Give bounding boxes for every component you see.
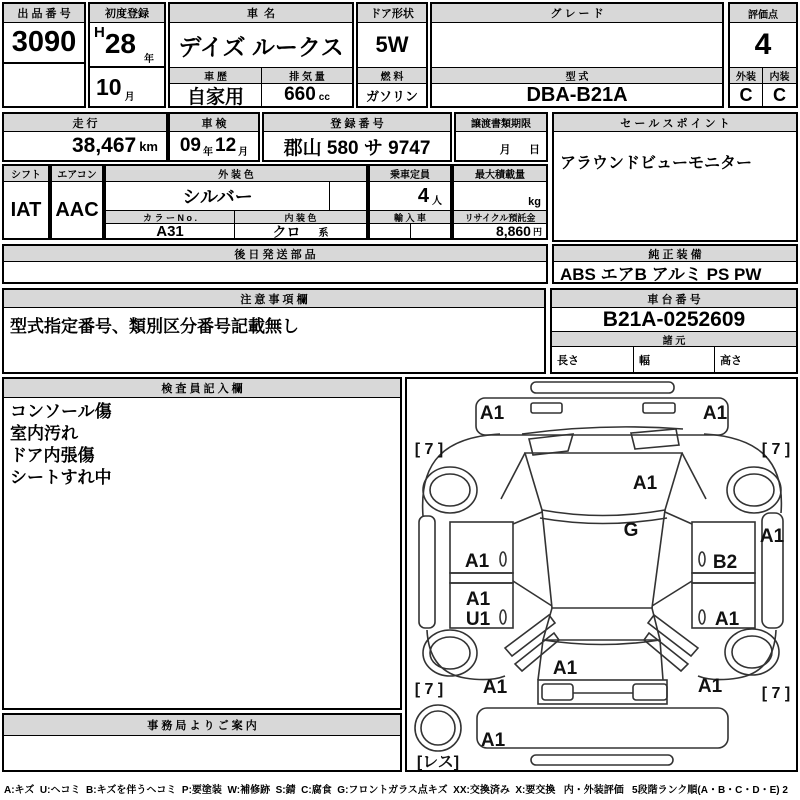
mark-front-left: A1 <box>479 403 505 424</box>
import-label: 輸 入 車 <box>370 211 450 224</box>
inspection-month: 12 <box>215 135 237 156</box>
interior-color-label: 内 装 色 <box>235 211 366 224</box>
headlight-left <box>531 403 562 413</box>
damage-diagram <box>407 379 796 770</box>
exterior-color-label: 外 装 色 <box>106 166 366 182</box>
transfer-deadline-label: 譲渡書類期限 <box>456 114 546 132</box>
exterior-grade-value: C <box>730 84 763 106</box>
mark-wheel-front-left: [ 7 ] <box>414 441 444 458</box>
car-history-value: 自家用 <box>186 86 244 108</box>
grade-value <box>432 23 722 68</box>
inspector-note-line: コンソール傷 <box>10 402 112 421</box>
spec-width-label: 幅 <box>634 347 715 372</box>
score-value: 4 <box>730 23 796 68</box>
inspection-box <box>168 112 260 162</box>
notes-value: 型式指定番号、類別区分番号記載無し <box>10 317 299 336</box>
displacement-unit: cc <box>318 92 330 103</box>
lot-number-value: 3090 <box>4 23 84 64</box>
sales-point-box <box>552 112 798 242</box>
inspector-note-line: シートすれ中 <box>10 468 112 487</box>
rocker-left <box>419 516 435 628</box>
registration-number-label: 登 録 番 号 <box>264 114 450 132</box>
handle-rear-left <box>500 610 506 624</box>
mark-wheel-rear-right: [ 7 ] <box>761 685 791 702</box>
first-registration-box <box>88 2 166 108</box>
a-pillar-left <box>501 453 525 499</box>
interior-color-suffix: 系 <box>318 228 329 239</box>
mark-windshield: A1 <box>632 473 658 494</box>
score-label: 評価点 <box>730 4 796 23</box>
car-history-label: 車 歴 <box>170 68 261 84</box>
mark-door-front-left: A1 <box>464 551 490 572</box>
pillar-connector-3 <box>665 512 692 524</box>
spare-tire <box>415 705 461 751</box>
tire-front-right-inner <box>734 474 774 506</box>
capacity-label: 乗車定員 <box>370 166 450 182</box>
rear-window <box>543 608 660 640</box>
color-no-label: カ ラ ー N o . <box>106 211 234 224</box>
wiper-left <box>529 434 573 455</box>
handle-front-right <box>699 552 705 566</box>
mark-spare: [レス] <box>416 754 460 770</box>
mark-glass: G <box>623 520 639 541</box>
first-registration-era: H <box>94 24 105 41</box>
ac-value: AAC <box>55 198 99 221</box>
mark-door-rear-right: A1 <box>714 609 740 630</box>
mileage-label: 走 行 <box>4 114 166 132</box>
spec-label: 諸 元 <box>552 332 796 347</box>
mark-door-rear-left-2: U1 <box>465 609 491 630</box>
roof-edge-left <box>542 510 552 608</box>
first-registration-month: 10 <box>96 73 122 100</box>
equipment-label: 純 正 装 備 <box>554 246 796 262</box>
transfer-deadline-box <box>454 112 548 162</box>
score-box <box>728 2 798 108</box>
mark-rear-bumper: A1 <box>480 730 506 751</box>
sill-left <box>450 573 513 583</box>
roof-edge-right <box>652 510 665 608</box>
registration-number-box <box>262 112 452 162</box>
mark-door-front-right: B2 <box>712 552 738 573</box>
mark-rear-corner-left: A1 <box>482 677 508 698</box>
interior-color-value: クロ <box>272 223 301 240</box>
taillight-right <box>633 684 667 700</box>
bottom-bar <box>531 755 673 765</box>
mark-sill-right: A1 <box>759 526 785 547</box>
inspector-notes-label: 検 査 員 記 入 欄 <box>4 379 400 398</box>
model-code-value: DBA-B21A <box>526 83 628 106</box>
door-shape-label: ドア形状 <box>358 4 426 23</box>
inspection-month-unit: 月 <box>238 146 249 158</box>
inspector-notes-box <box>2 377 402 710</box>
grade-label: グ レ ー ド <box>432 4 722 23</box>
front-bumper <box>476 398 728 435</box>
quarter-right-2 <box>644 633 688 671</box>
payload-unit: kg <box>454 182 546 211</box>
exterior-grade-label: 外装 <box>730 68 763 84</box>
interior-grade-label: 内装 <box>763 68 796 84</box>
ac-box <box>50 164 104 240</box>
first-registration-year-unit: 年 <box>144 54 154 65</box>
registration-number-value: 郡山 580 サ 9747 <box>283 137 431 159</box>
mark-door-rear-left: A1 <box>465 589 491 610</box>
shift-box <box>2 164 50 240</box>
handle-front-left <box>500 552 506 566</box>
office-notice-label: 事 務 局 よ り ご 案 内 <box>4 715 400 736</box>
payload-box <box>452 164 548 240</box>
windshield <box>525 453 682 516</box>
headlight-right <box>643 403 675 413</box>
spare-tire-inner <box>421 711 455 745</box>
payload-label: 最大積載量 <box>454 166 546 182</box>
lot-number-box <box>2 2 86 108</box>
transfer-deadline-value: 月 日 <box>499 144 540 156</box>
mark-wheel-rear-left: [ 7 ] <box>414 681 444 698</box>
mark-wheel-front-right: [ 7 ] <box>761 441 791 458</box>
inspection-year-unit: 年 <box>203 146 213 158</box>
exterior-color-value: シルバー <box>106 182 330 210</box>
mileage-value: 38,467 <box>71 134 137 157</box>
damage-code-legend: A:キズ U:ヘコミ B:キズを伴うヘコミ P:要塗装 W:補修跡 S:錆 C:腐食 G:フロントガラス点キズ XX:交換済み X:要交換 内・外装評価 5段階ランク順(A・B・C・D・E) 2 <box>4 785 788 796</box>
car-name-label: 車 名 <box>170 4 352 23</box>
exterior-color-extra-cell <box>330 182 366 210</box>
chassis-number-value: B21A-0252609 <box>552 308 796 332</box>
tailgate-edge-right <box>660 640 663 680</box>
recycle-label: リサイクル預託金 <box>454 211 546 224</box>
capacity-box <box>368 164 452 240</box>
mileage-unit: km <box>139 138 158 154</box>
exterior-color-box <box>104 164 368 240</box>
door-shape-value: 5W <box>358 23 426 68</box>
inspector-note-line: 室内汚れ <box>10 424 78 443</box>
capacity-unit: 人 <box>432 196 442 207</box>
car-name-box <box>168 2 354 108</box>
chassis-number-box <box>550 288 798 374</box>
recycle-value: 8,860 <box>495 223 531 239</box>
damage-diagram-box <box>405 377 798 772</box>
sales-point-label: セ ー ル ス ポ イ ン ト <box>554 114 796 132</box>
recycle-unit: 円 <box>532 226 542 237</box>
mileage-box <box>2 112 168 162</box>
chassis-number-label: 車 台 番 号 <box>552 290 796 308</box>
pillar-connector-2 <box>513 581 552 606</box>
mark-tailgate: A1 <box>552 658 578 679</box>
first-registration-year: 28 <box>104 28 136 59</box>
ac-label: エアコン <box>52 166 102 182</box>
pillar-connector-1 <box>513 512 542 524</box>
later-shipping-parts-box <box>2 244 548 284</box>
handle-rear-right <box>699 610 705 624</box>
model-code-label: 型 式 <box>432 68 722 84</box>
import-cell-1 <box>370 224 411 238</box>
sales-point-value: アラウンドビューモニター <box>560 155 753 172</box>
color-no-value: A31 <box>156 223 184 240</box>
lot-number-label: 出 品 番 号 <box>4 4 84 23</box>
sill-right-band <box>692 573 755 583</box>
front-roof-bar <box>531 382 674 393</box>
spec-height-label: 高さ <box>720 355 742 367</box>
tire-rear-left-inner <box>430 637 470 669</box>
mark-front-right: A1 <box>702 403 728 424</box>
fuel-value: ガソリン <box>365 88 418 104</box>
taillight-left <box>542 684 573 700</box>
notes-box <box>2 288 546 374</box>
inspection-label: 車 検 <box>170 114 258 132</box>
notes-label: 注 意 事 項 欄 <box>4 290 544 308</box>
grade-box <box>430 2 724 108</box>
later-shipping-parts-label: 後 日 発 送 部 品 <box>4 246 546 262</box>
mark-rear-corner-right: A1 <box>697 676 723 697</box>
inspector-note-line: ドア内張傷 <box>10 446 95 465</box>
rear-bumper <box>477 708 728 748</box>
tire-rear-right-inner <box>732 636 772 668</box>
capacity-value: 4 <box>417 184 429 207</box>
shift-value: IAT <box>10 198 42 221</box>
wiper-right <box>631 429 679 449</box>
inspection-year: 09 <box>179 135 201 156</box>
spec-length-label: 長さ <box>552 347 634 372</box>
first-registration-label: 初度登録 <box>90 4 164 23</box>
equipment-box <box>552 244 798 284</box>
equipment-value: ABS エアB アルミ PS PW <box>560 264 762 284</box>
import-cell-2 <box>411 224 450 238</box>
pillar-connector-4 <box>652 581 692 606</box>
door-shape-box <box>356 2 428 108</box>
a-pillar-right <box>682 453 706 499</box>
first-registration-month-unit: 月 <box>124 92 135 103</box>
interior-grade-value: C <box>773 84 786 105</box>
cowl-line-2 <box>540 518 667 524</box>
office-notice-box <box>2 713 402 772</box>
displacement-label: 排 気 量 <box>262 68 352 84</box>
shift-label: シフト <box>4 166 48 182</box>
tire-front-left-inner <box>430 474 470 506</box>
displacement-value: 660 <box>284 84 316 105</box>
fuel-label: 燃 料 <box>358 68 426 84</box>
car-name-value: デイズ ルークス <box>170 23 352 68</box>
